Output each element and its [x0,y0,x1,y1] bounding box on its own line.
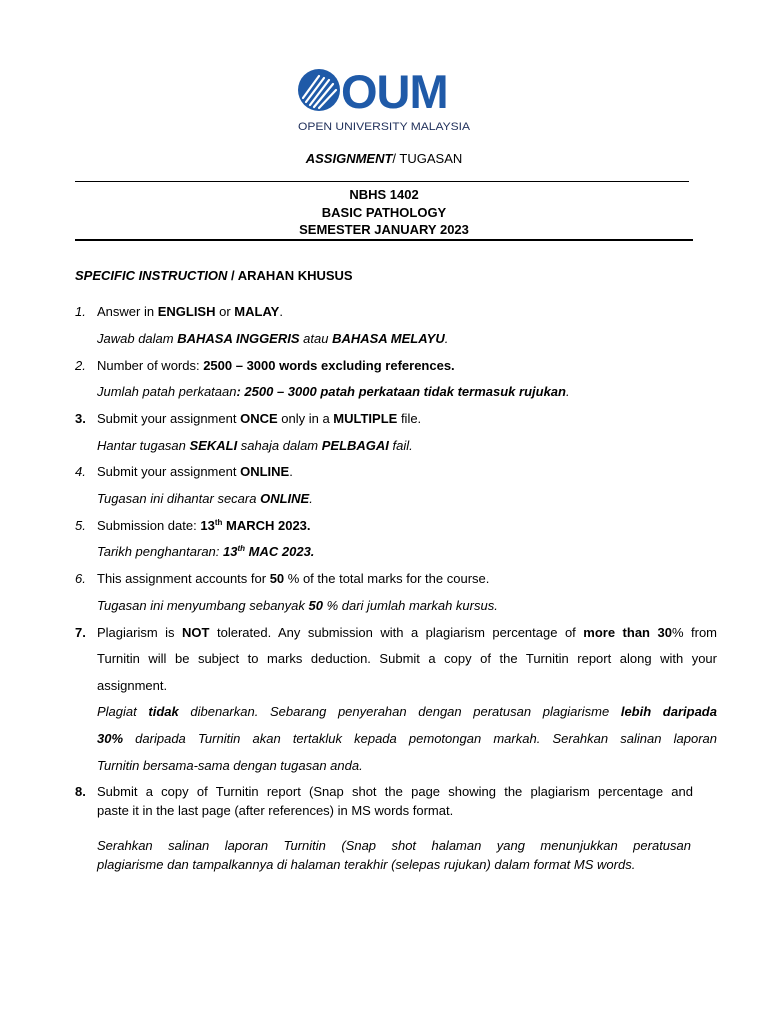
heading-sep: / [227,268,238,283]
item-5-en: Submission date: 13th MARCH 2023. [97,518,311,533]
item-number: 3. [75,411,86,426]
item-7-en-line2: Turnitin will be subject to marks deduction. Submit a copy of the Turnitin report along with your [97,651,717,666]
logo-wordmark: OUM [341,68,448,118]
heading-en: SPECIFIC INSTRUCTION [75,268,228,283]
item-number: 6. [75,571,86,586]
item-8-en-line1: Submit a copy of Turnitin report (Snap shot the page showing the plagiarism percentage and [97,784,693,799]
item-number: 8. [75,784,86,799]
title-sep: / [392,151,400,166]
item-8-ms-line1: Serahkan salinan laporan Turnitin (Snap shot halaman yang menunjukkan peratusan [97,838,691,853]
item-7-en-line1: Plagiarism is NOT tolerated. Any submission with a plagiarism percentage of more than 30% from [97,625,717,640]
item-1-en: Answer in ENGLISH or MALAY. [97,304,283,319]
divider-bottom [75,239,693,241]
logo-subtitle: OPEN UNIVERSITY MALAYSIA [298,121,471,133]
item-number: 1. [75,304,86,319]
item-1-ms: Jawab dalam BAHASA INGGERIS atau BAHASA MELAYU. [97,331,449,346]
heading-ms: ARAHAN KHUSUS [237,268,353,283]
course-semester: SEMESTER JANUARY 2023 [299,222,469,237]
instructions-heading [75,268,353,283]
assignment-title [0,151,768,166]
item-7-ms-line1: Plagiat tidak dibenarkan. Sebarang penyerahan dengan peratusan plagiarisme lebih daripada [97,704,717,719]
item-7-ms-line2: 30% daripada Turnitin akan tertakluk kepada pemotongan markah. Serahkan salinan laporan [97,731,717,746]
divider-top [75,181,689,182]
item-2-en: Number of words: 2500 – 3000 words excluding references. [97,358,455,373]
item-number: 7. [75,625,86,640]
title-ms: TUGASAN [399,151,463,166]
item-3-ms: Hantar tugasan SEKALI sahaja dalam PELBAGAI fail. [97,438,413,453]
item-number: 2. [75,358,86,373]
item-5-ms: Tarikh penghantaran: 13th MAC 2023. [97,544,315,559]
item-7-en-line3: assignment. [97,678,168,693]
title-en: ASSIGNMENT [305,151,393,166]
item-6-ms: Tugasan ini menyumbang sebanyak 50 % dari jumlah markah kursus. [97,598,498,613]
course-name: BASIC PATHOLOGY [321,205,447,220]
item-number: 5. [75,518,86,533]
item-8-en-line2: paste it in the last page (after references) in MS words format. [97,803,454,818]
item-2-ms: Jumlah patah perkataan: 2500 – 3000 patah perkataan tidak termasuk rujukan. [97,384,570,399]
item-3-en: Submit your assignment ONCE only in a MULTIPLE file. [97,411,422,426]
item-4-ms: Tugasan ini dihantar secara ONLINE. [97,491,313,506]
item-7-ms-line3: Turnitin bersama-sama dengan tugasan anda. [97,758,363,773]
oum-logo [297,68,472,134]
item-8-ms-line2: plagiarisme dan tampalkannya di halaman terakhir (selepas rujukan) dalam format MS words. [97,857,636,872]
item-number: 4. [75,464,86,479]
course-code: NBHS 1402 [349,187,419,202]
item-4-en: Submit your assignment ONLINE. [97,464,293,479]
item-6-en: This assignment accounts for 50 % of the total marks for the course. [97,571,490,586]
